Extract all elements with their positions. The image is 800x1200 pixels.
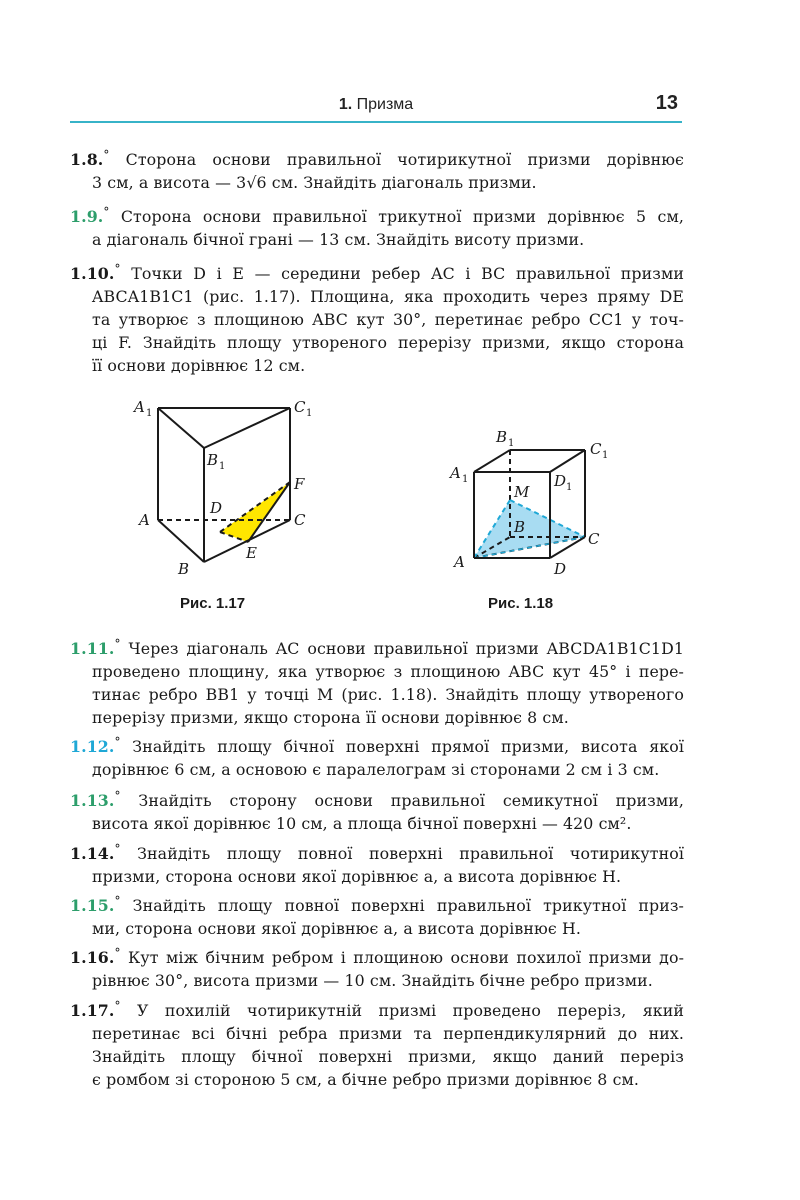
problem-1-9: 1.9.° Сторона основи правильної трикутної призми дорівнює 5 см, а діагональ бічної грані — 13 см. Знайдіть висоту призми. — [70, 205, 684, 249]
problem-number: 1.9. — [70, 207, 104, 226]
problem-text: 3 см, а висота — 3√6 см. Знайдіть діагональ призми. — [92, 173, 537, 192]
label-e: E — [246, 544, 257, 562]
label-b: B — [178, 560, 190, 578]
label-a1-sub: 1 — [146, 408, 153, 419]
label-c1-sub: 1 — [306, 408, 313, 419]
problem-text: ці F. Знайдіть площу утвореного перерізу призми, якщо сторона — [92, 333, 684, 352]
figure-1-17 — [120, 390, 330, 590]
problem-number: 1.14. — [70, 844, 115, 863]
label-c1: C — [294, 398, 306, 416]
problem-text: перетинає всі бічні ребра призми та перпендикулярний до них. — [92, 1024, 684, 1043]
problem-text: Знайдіть площу повної поверхні правильної трикутної приз- — [132, 896, 684, 915]
problem-text: ABCA1B1C1 (рис. 1.17). Площина, яка проходить через пряму DE — [92, 287, 684, 306]
label-c: C — [588, 530, 600, 548]
label-c1-sub: 1 — [602, 450, 609, 461]
problem-text: а діагональ бічної грані — 13 см. Знайдіть висоту призми. — [92, 230, 585, 249]
section-title: 1. Призма — [338, 96, 414, 113]
problem-1-8: 1.8.° Сторона основи правильної чотирикутної призми дорівнює 3 см, а висота — 3√6 см. Знайдіть діагональ призми. — [70, 148, 685, 192]
label-b1-sub: 1 — [219, 461, 226, 472]
figure-1-18 — [440, 420, 640, 585]
label-a1: A — [450, 464, 461, 482]
label-b: B — [514, 518, 526, 536]
label-d1: D — [554, 472, 567, 490]
problem-text: ми, сторона основи якої дорівнює a, а висота дорівнює H. — [92, 919, 581, 938]
problem-1-15: 1.15.° Знайдіть площу повної поверхні правильної трикутної приз- ми, сторона основи якої дорівнює a, а висота дорівнює H. — [70, 894, 684, 938]
edge-a1b1 — [158, 408, 204, 448]
edge-ab — [158, 520, 204, 562]
problem-number: 1.12. — [70, 737, 115, 756]
label-a1-sub: 1 — [462, 474, 469, 485]
problem-number: 1.17. — [70, 1001, 115, 1020]
label-f: F — [294, 475, 305, 493]
problem-text: проведено площину, яка утворює з площиною ABC кут 45° і пере- — [92, 662, 684, 681]
problem-text: Знайдіть площу бічної поверхні призми, якщо даний переріз — [92, 1047, 684, 1066]
problem-number: 1.10. — [70, 264, 115, 283]
problem-1-13: 1.13.° Знайдіть сторону основи правильної семикутної призми, висота якої дорівнює 10 см, а площа бічної поверхні — 420 см². — [70, 789, 684, 833]
problem-1-12: 1.12.° Знайдіть площу бічної поверхні прямої призми, висота якої дорівнює 6 см, а основою є паралелограм зі сторонами 2 см і 3 см. — [70, 735, 685, 779]
problem-text: У похилій чотирикутній призмі проведено переріз, який — [136, 1001, 685, 1020]
problem-text: її основи дорівнює 12 см. — [92, 356, 306, 375]
problem-number: 1.13. — [70, 791, 115, 810]
problem-text: Сторона основи правильної чотирикутної призми дорівнює — [125, 150, 685, 169]
edge-d1c1 — [550, 450, 585, 472]
label-a: A — [139, 511, 150, 529]
problem-text: та утворює з площиною ABC кут 30°, перетинає ребро CC1 у точ- — [92, 310, 684, 329]
header-rule — [70, 121, 682, 123]
problem-text: Сторона основи правильної трикутної призми дорівнює 5 см, — [120, 207, 684, 226]
label-m: M — [514, 483, 530, 501]
problem-text: тинає ребро BB1 у точці M (рис. 1.18). Знайдіть площу утвореного — [92, 685, 684, 704]
problem-text: Кут між бічним ребром і площиною основи похилої призми до- — [128, 948, 685, 967]
problem-text: призми, сторона основи якої дорівнює a, а висота дорівнює H. — [92, 867, 622, 886]
problem-number: 1.11. — [70, 639, 115, 658]
problem-text: Знайдіть площу бічної поверхні прямої призми, висота якої — [132, 737, 685, 756]
figure-caption-1-18: Рис. 1.18 — [488, 595, 554, 612]
problem-number: 1.15. — [70, 896, 115, 915]
problem-text: перерізу призми, якщо сторона її основи дорівнює 8 см. — [92, 708, 569, 727]
label-c: C — [294, 511, 306, 529]
problem-number: 1.8. — [70, 150, 104, 169]
problem-1-11: 1.11.° Через діагональ AC основи правильної призми ABCDA1B1C1D1 проведено площину, яка утворює з площиною ABC кут 45° і пере- тинає ребро BB1 у точці M (рис. 1.18). Знайдіть площу утвореного перерізу призми, якщо сторона її основи дорівнює 8 см. — [70, 637, 684, 727]
problem-text: Знайдіть сторону основи правильної семикутної призми, — [138, 791, 684, 810]
edge-b1c1 — [204, 408, 290, 448]
problem-text: дорівнює 6 см, а основою є паралелограм зі сторонами 2 см і 3 см. — [92, 760, 660, 779]
problem-text: Знайдіть площу повної поверхні правильної чотирикутної — [137, 844, 684, 863]
problem-1-17: 1.17.° У похилій чотирикутній призмі проведено переріз, який перетинає всі бічні ребра призми та перпендикулярний до них. Знайдіть площу бічної поверхні призми, якщо даний переріз є ромбом зі стороною 5 см, а бічне ребро призми дорівнює 8 см. — [70, 999, 685, 1089]
label-c1: C — [590, 440, 602, 458]
label-b1: B — [207, 451, 219, 469]
problem-1-14: 1.14.° Знайдіть площу повної поверхні правильної чотирикутної призми, сторона основи якої дорівнює a, а висота дорівнює H. — [70, 842, 684, 886]
label-a: A — [454, 553, 465, 571]
label-d: D — [210, 499, 223, 517]
problem-text: Точки D і E — середини ребер AC і BC правильної призми — [131, 264, 684, 283]
label-b1-sub: 1 — [508, 438, 515, 449]
problem-1-16: 1.16.° Кут між бічним ребром і площиною основи похилої призми до- рівнює 30°, висота призми — 10 см. Знайдіть бічне ребро призми. — [70, 946, 685, 990]
label-a1: A — [134, 398, 145, 416]
edge-a1b1 — [474, 450, 510, 472]
label-b1: B — [496, 428, 508, 446]
page-header — [70, 92, 682, 122]
problem-text: рівнює 30°, висота призми — 10 см. Знайдіть бічне ребро призми. — [92, 971, 653, 990]
label-d: D — [554, 560, 567, 578]
figure-caption-1-17: Рис. 1.17 — [180, 595, 246, 612]
problem-text: Через діагональ AC основи правильної призми ABCDA1B1C1D1 — [128, 639, 684, 658]
problem-text: є ромбом зі стороною 5 см, а бічне ребро призми дорівнює 8 см. — [92, 1070, 640, 1089]
problem-text: висота якої дорівнює 10 см, а площа бічної поверхні — 420 см². — [92, 814, 632, 833]
problem-1-10: 1.10.° Точки D і E — середини ребер AC і BC правильної призми ABCA1B1C1 (рис. 1.17). Площина, яка проходить через пряму DE та утворює з площиною ABC кут 30°, перетинає ребро CC1 у точ- ці F. Знайдіть площу утвореного перерізу призми, якщо сторона її основи дорівнює 12 см. — [70, 262, 684, 375]
page-number: 13 — [655, 92, 678, 114]
problem-number: 1.16. — [70, 948, 115, 967]
label-d1-sub: 1 — [566, 482, 573, 493]
